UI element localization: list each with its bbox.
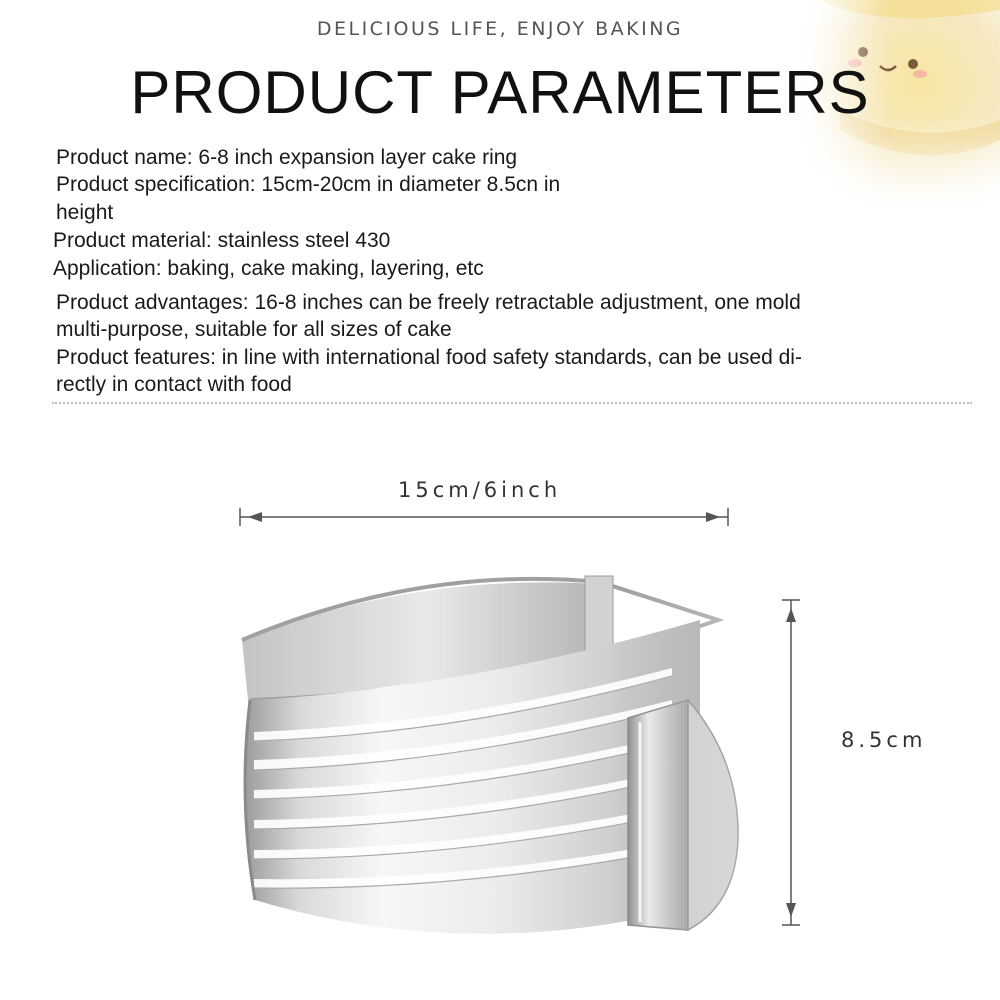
page-title: PRODUCT PARAMETERS	[130, 59, 870, 126]
param-specification-cont: height	[56, 201, 114, 224]
param-material: Product material: stainless steel 430	[53, 229, 391, 252]
param-product-name: Product name: 6-8 inch expansion layer cake ring	[56, 146, 518, 169]
param-specification: Product specification: 15cm-20cm in diameter 8.5cn in	[56, 173, 561, 196]
param-advantages: Product advantages: 16-8 inches can be freely retractable adjustment, one mold	[56, 291, 801, 314]
width-dimension-label: 15cm/6inch	[398, 478, 562, 502]
param-application: Application: baking, cake making, layering, etc	[53, 257, 484, 280]
param-features: Product features: in line with international food safety standards, can be used di-	[56, 346, 802, 369]
param-features-cont: rectly in contact with food	[56, 373, 292, 396]
width-dimension-arrow	[240, 508, 728, 526]
height-dimension-label: 8.5cm	[841, 728, 927, 752]
tagline: DELICIOUS LIFE, ENJOY BAKING	[316, 18, 684, 40]
height-dimension-arrow	[782, 600, 800, 925]
param-advantages-cont: multi-purpose, suitable for all sizes of cake	[56, 318, 452, 341]
